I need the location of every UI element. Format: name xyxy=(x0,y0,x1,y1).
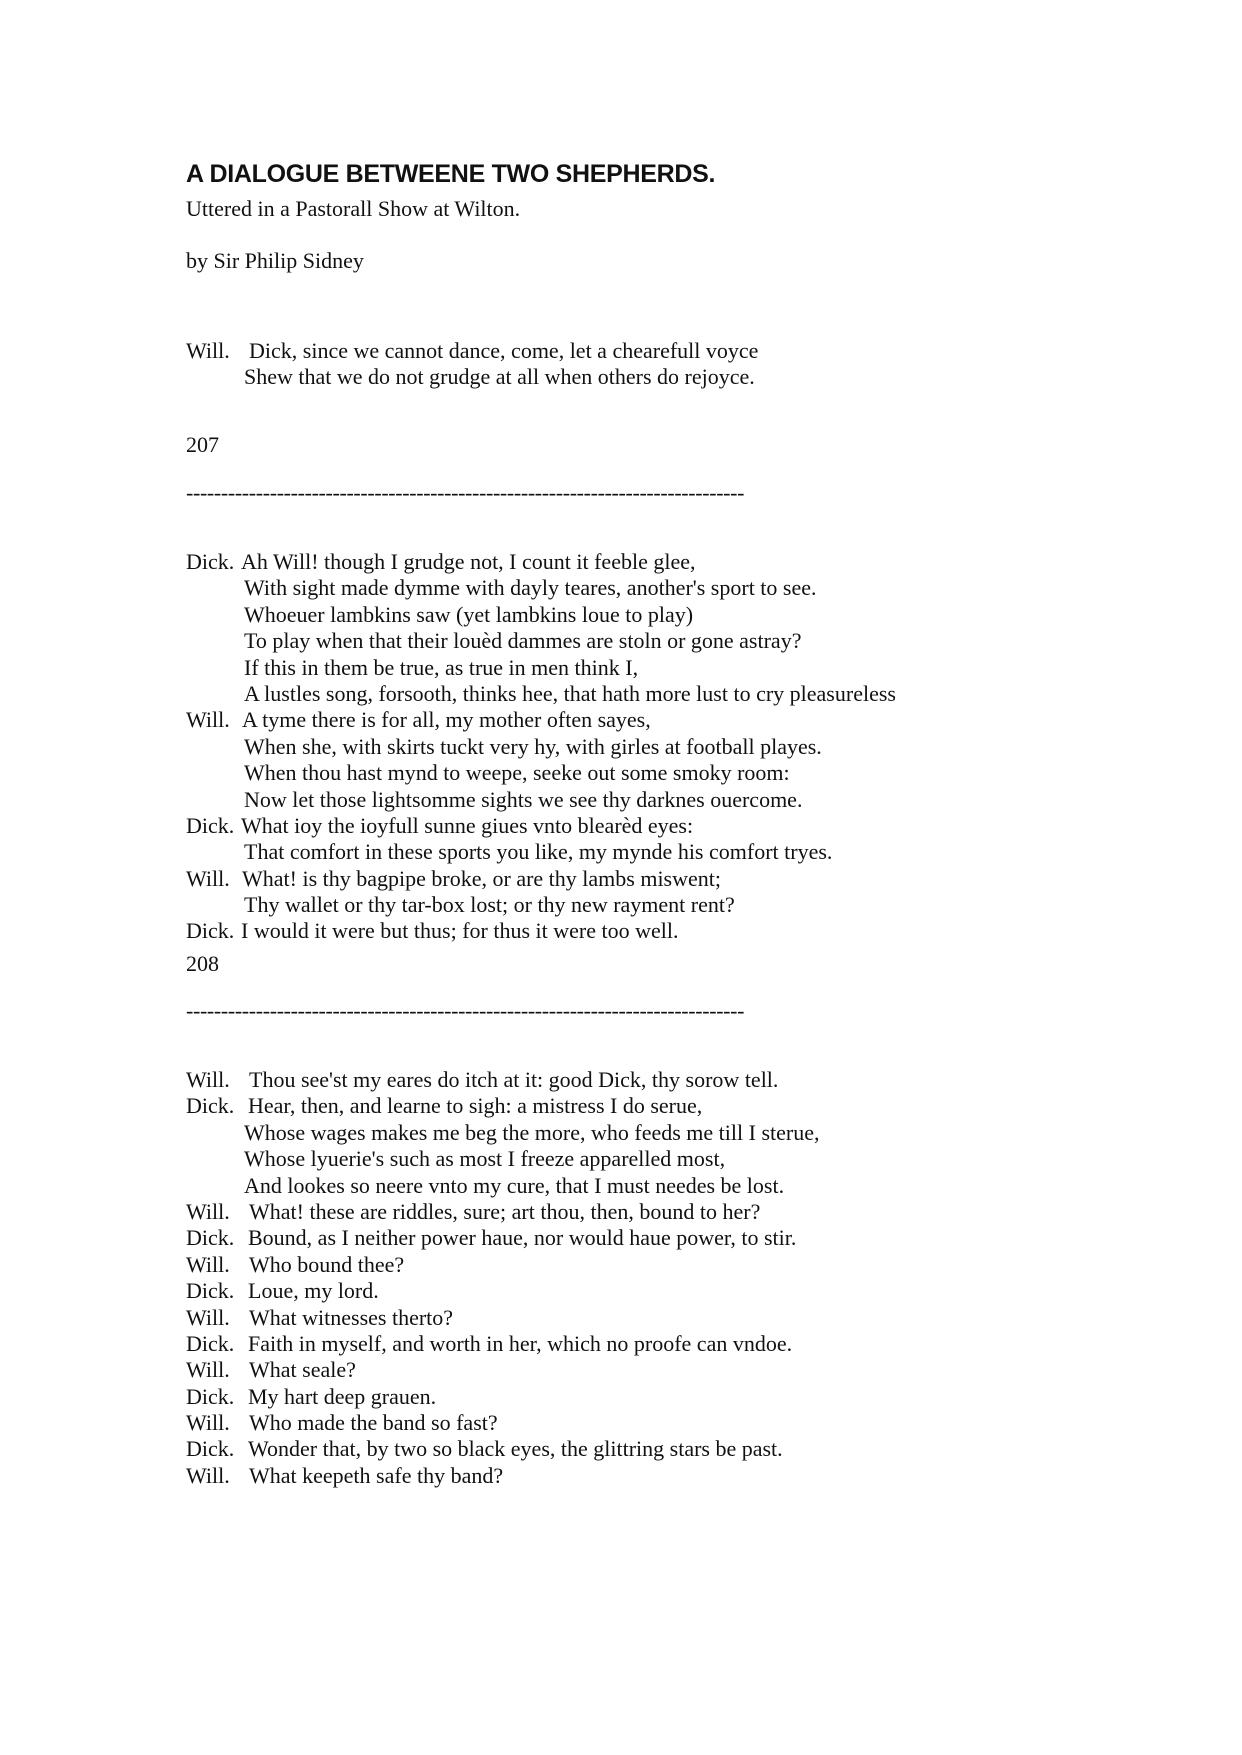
verse-text: Hear, then, and learne to sigh: a mistress I do serue, xyxy=(248,1093,703,1119)
verse-text: When thou hast mynd to weepe, seeke out some smoky room: xyxy=(244,760,790,786)
page-number: 207 xyxy=(186,432,219,457)
verse-text: Wonder that, by two so black eyes, the glittring stars be past. xyxy=(248,1436,783,1462)
verse-text: To play when that their louèd dammes are stoln or gone astray? xyxy=(244,628,802,654)
speaker-name: Dick. xyxy=(186,1436,235,1462)
verse-text: And lookes so neere vnto my cure, that I must needes be lost. xyxy=(244,1172,785,1198)
verse-text: Loue, my lord. xyxy=(248,1278,379,1304)
speaker-name: Dick. xyxy=(186,549,235,574)
speaker-name: Will. xyxy=(186,707,230,733)
speaker-name: Will. xyxy=(186,1198,230,1224)
speaker-name: Will. xyxy=(186,1251,230,1277)
verse-text: I would it were but thus; for thus it were too well. xyxy=(241,918,679,944)
speaker-name: Will. xyxy=(186,1462,230,1488)
speaker-name: Will. xyxy=(186,1357,230,1383)
speaker-name: Will. xyxy=(186,865,230,891)
page-number: 208 xyxy=(186,951,219,976)
verse-text: A lustles song, forsooth, thinks hee, that hath more lust to cry pleasureless xyxy=(244,680,896,706)
speaker-name: Will. xyxy=(186,1410,230,1436)
verse-text: What! is thy bagpipe broke, or are thy lambs miswent; xyxy=(242,865,721,891)
verse-text: Who made the band so fast? xyxy=(249,1410,498,1436)
verse-text: What seale? xyxy=(249,1357,356,1383)
speaker-name: Will. xyxy=(186,338,230,363)
verse-text: What witnesses therto? xyxy=(249,1304,454,1330)
verse-text: Thy wallet or thy tar-box lost; or thy new rayment rent? xyxy=(244,892,735,918)
page-separator: -------------------------------------------------------------------------------- xyxy=(186,998,745,1023)
verse-text: Dick, since we cannot dance, come, let a chearefull voyce xyxy=(249,338,759,363)
verse-text: Ah Will! though I grudge not, I count it feeble glee, xyxy=(241,549,696,574)
speaker-name: Dick. xyxy=(186,1330,235,1356)
verse-text: With sight made dymme with dayly teares, another's sport to see. xyxy=(244,575,817,601)
verse-text: Who bound thee? xyxy=(249,1251,405,1277)
verse-text: Bound, as I neither power haue, nor would haue power, to stir. xyxy=(248,1225,797,1251)
poem-subtitle: Uttered in a Pastorall Show at Wilton. xyxy=(186,196,521,221)
verse-text: What ioy the ioyfull sunne giues vnto blearèd eyes: xyxy=(241,812,694,838)
speaker-name: Will. xyxy=(186,1304,230,1330)
verse-text: My hart deep grauen. xyxy=(248,1383,437,1409)
speaker-name: Dick. xyxy=(186,1225,235,1251)
verse-text: Now let those lightsomme sights we see thy darknes ouercome. xyxy=(244,786,803,812)
speaker-name: Dick. xyxy=(186,1383,235,1409)
verse-text: What! these are riddles, sure; art thou, then, bound to her? xyxy=(249,1198,761,1224)
verse-text: If this in them be true, as true in men think I, xyxy=(244,654,639,680)
speaker-name: Dick. xyxy=(186,1093,235,1119)
speaker-name: Will. xyxy=(186,1067,230,1092)
verse-text: Whoeuer lambkins saw (yet lambkins loue to play) xyxy=(244,601,694,627)
verse-text: A tyme there is for all, my mother often sayes, xyxy=(242,707,651,733)
verse-text: That comfort in these sports you like, my mynde his comfort tryes. xyxy=(244,839,833,865)
poem-author: by Sir Philip Sidney xyxy=(186,248,364,273)
verse-text: Whose lyuerie's such as most I freeze apparelled most, xyxy=(244,1146,726,1172)
verse-text: Shew that we do not grudge at all when others do rejoyce. xyxy=(244,364,755,390)
speaker-name: Dick. xyxy=(186,812,235,838)
verse-text: What keepeth safe thy band? xyxy=(249,1462,504,1488)
poem-title: A DIALOGUE BETWEENE TWO SHEPHERDS. xyxy=(186,160,716,188)
page-separator: -------------------------------------------------------------------------------- xyxy=(186,480,745,505)
speaker-name: Dick. xyxy=(186,1278,235,1304)
verse-text: When she, with skirts tuckt very hy, with girles at football playes. xyxy=(244,733,822,759)
verse-text: Faith in myself, and worth in her, which no proofe can vndoe. xyxy=(248,1330,793,1356)
verse-text: Whose wages makes me beg the more, who feeds me till I sterue, xyxy=(244,1119,820,1145)
speaker-name: Dick. xyxy=(186,918,235,944)
verse-text: Thou see'st my eares do itch at it: good Dick, thy sorow tell. xyxy=(249,1067,779,1092)
